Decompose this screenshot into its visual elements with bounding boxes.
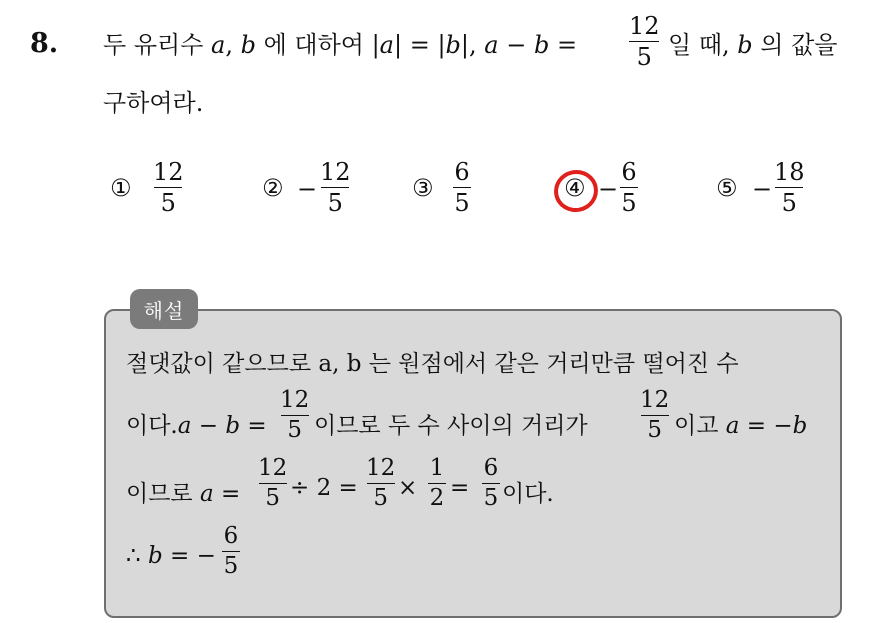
fraction-denominator: 5	[621, 189, 637, 217]
fraction-bar	[259, 483, 287, 484]
solution-divide: ÷ 2 =	[290, 475, 358, 501]
choice-2-marker[interactable]: ②	[262, 174, 284, 202]
question-text-part: 에 대하여	[255, 31, 372, 59]
choice-4-sign: −	[598, 175, 619, 203]
fraction-numerator: 6	[454, 158, 470, 186]
fraction-numerator: 6	[621, 158, 637, 186]
choice-4-marker[interactable]: ④	[564, 174, 586, 202]
solution-line-4	[126, 543, 216, 569]
question-line-1	[103, 33, 577, 57]
fraction-numerator: 12	[629, 12, 660, 40]
fraction-numerator: 12	[320, 158, 351, 186]
question-number: 8.	[30, 28, 59, 59]
choice-1-fraction[interactable]	[153, 160, 184, 215]
question-text-part: ,	[468, 31, 485, 59]
fraction-bar	[428, 483, 446, 484]
solution-times: ×	[398, 475, 418, 501]
fraction-bar	[321, 187, 349, 188]
solution-fraction	[366, 457, 395, 510]
fraction-numerator: 12	[366, 455, 396, 481]
fraction-bar	[367, 483, 395, 484]
fraction-denominator: 5	[454, 189, 470, 217]
choice-3-marker[interactable]: ③	[412, 174, 434, 202]
solution-expression: a =	[199, 481, 241, 507]
variable-a: a	[211, 31, 226, 59]
question-text-part: 두 유리수	[103, 31, 211, 59]
solution-line-3-end: 이다.	[502, 481, 554, 507]
fraction-denominator: 5	[327, 189, 343, 217]
solution-text-part: 이므로	[126, 481, 200, 507]
fraction-numerator: 12	[280, 387, 310, 413]
fraction-numerator: 6	[223, 523, 239, 549]
fraction-numerator: 12	[258, 455, 288, 481]
solution-fraction	[428, 457, 446, 510]
question-text-part: 일 때,	[668, 31, 738, 59]
minus-sign: −	[498, 31, 534, 59]
fraction-denominator: 5	[636, 43, 652, 71]
solution-equals: =	[450, 475, 470, 501]
solution-fraction	[258, 457, 287, 510]
solution-tab-label: 해설	[130, 289, 198, 329]
fraction-bar	[281, 415, 309, 416]
choice-4-fraction[interactable]	[620, 160, 638, 215]
fraction-denominator: 5	[373, 485, 388, 511]
question-line-2: 구하여라.	[103, 89, 204, 117]
fraction-denominator: 5	[647, 417, 662, 443]
choice-5-marker[interactable]: ⑤	[716, 174, 738, 202]
fraction-denominator: 5	[483, 485, 499, 511]
variable-b: b	[737, 31, 753, 59]
fraction-bar	[641, 415, 669, 416]
solution-text-part: 이고	[674, 413, 726, 439]
fraction-numerator: 1	[429, 455, 445, 481]
equals-sign: =	[402, 31, 438, 59]
choice-2-fraction[interactable]	[320, 160, 351, 215]
solution-expression: a = −b	[725, 413, 808, 439]
fraction-bar	[482, 483, 500, 484]
solution-text-part: 이다.	[126, 413, 178, 439]
variable-a: a	[484, 31, 499, 59]
fraction-bar	[222, 551, 240, 552]
fraction-bar	[629, 41, 659, 42]
variable-b: b	[533, 31, 550, 59]
solution-fraction	[222, 525, 240, 578]
solution-line-1: 절댓값이 같으므로 a, b 는 원점에서 같은 거리만큼 떨어진 수	[126, 351, 739, 377]
fraction-numerator: 18	[774, 158, 805, 186]
therefore-symbol: ∴	[126, 543, 141, 569]
question-text-part: 의 값을	[752, 31, 838, 59]
solution-fraction	[482, 457, 500, 510]
fraction-numerator: 6	[483, 455, 499, 481]
variable-b: b	[240, 31, 256, 59]
choice-3-fraction[interactable]	[453, 160, 471, 215]
fraction-numerator: 12	[153, 158, 184, 186]
fraction-denominator: 2	[429, 485, 445, 511]
solution-expression: a − b =	[177, 413, 267, 439]
fraction-numerator: 12	[640, 387, 670, 413]
solution-expression: b = −	[140, 543, 216, 569]
solution-fraction	[280, 389, 309, 442]
solution-line-2-end	[674, 407, 807, 440]
solution-line-3-start	[126, 475, 240, 508]
fraction-bar	[620, 187, 638, 188]
solution-line-2-mid: 이므로 두 수 사이의 거리가	[314, 413, 588, 439]
fraction-bar	[154, 187, 182, 188]
solution-fraction	[640, 389, 669, 442]
choice-5-sign: −	[752, 175, 773, 203]
fraction-denominator: 5	[265, 485, 280, 511]
abs-b: |b|	[437, 31, 469, 59]
fraction-bar	[775, 187, 803, 188]
choice-1-marker[interactable]: ①	[110, 174, 132, 202]
question-text-part: ,	[225, 31, 241, 59]
fraction-denominator: 5	[287, 417, 302, 443]
fraction-denominator: 5	[781, 189, 797, 217]
fraction-bar	[453, 187, 471, 188]
choice-2-sign: −	[297, 175, 318, 203]
abs-a: |a|	[371, 31, 403, 59]
choice-5-fraction[interactable]	[774, 160, 805, 215]
fraction-denominator: 5	[160, 189, 176, 217]
question-fraction	[629, 14, 660, 69]
question-line-1-end	[668, 33, 837, 57]
equals-sign: =	[549, 31, 578, 59]
solution-line-2-start	[126, 407, 267, 440]
fraction-denominator: 5	[223, 553, 239, 579]
